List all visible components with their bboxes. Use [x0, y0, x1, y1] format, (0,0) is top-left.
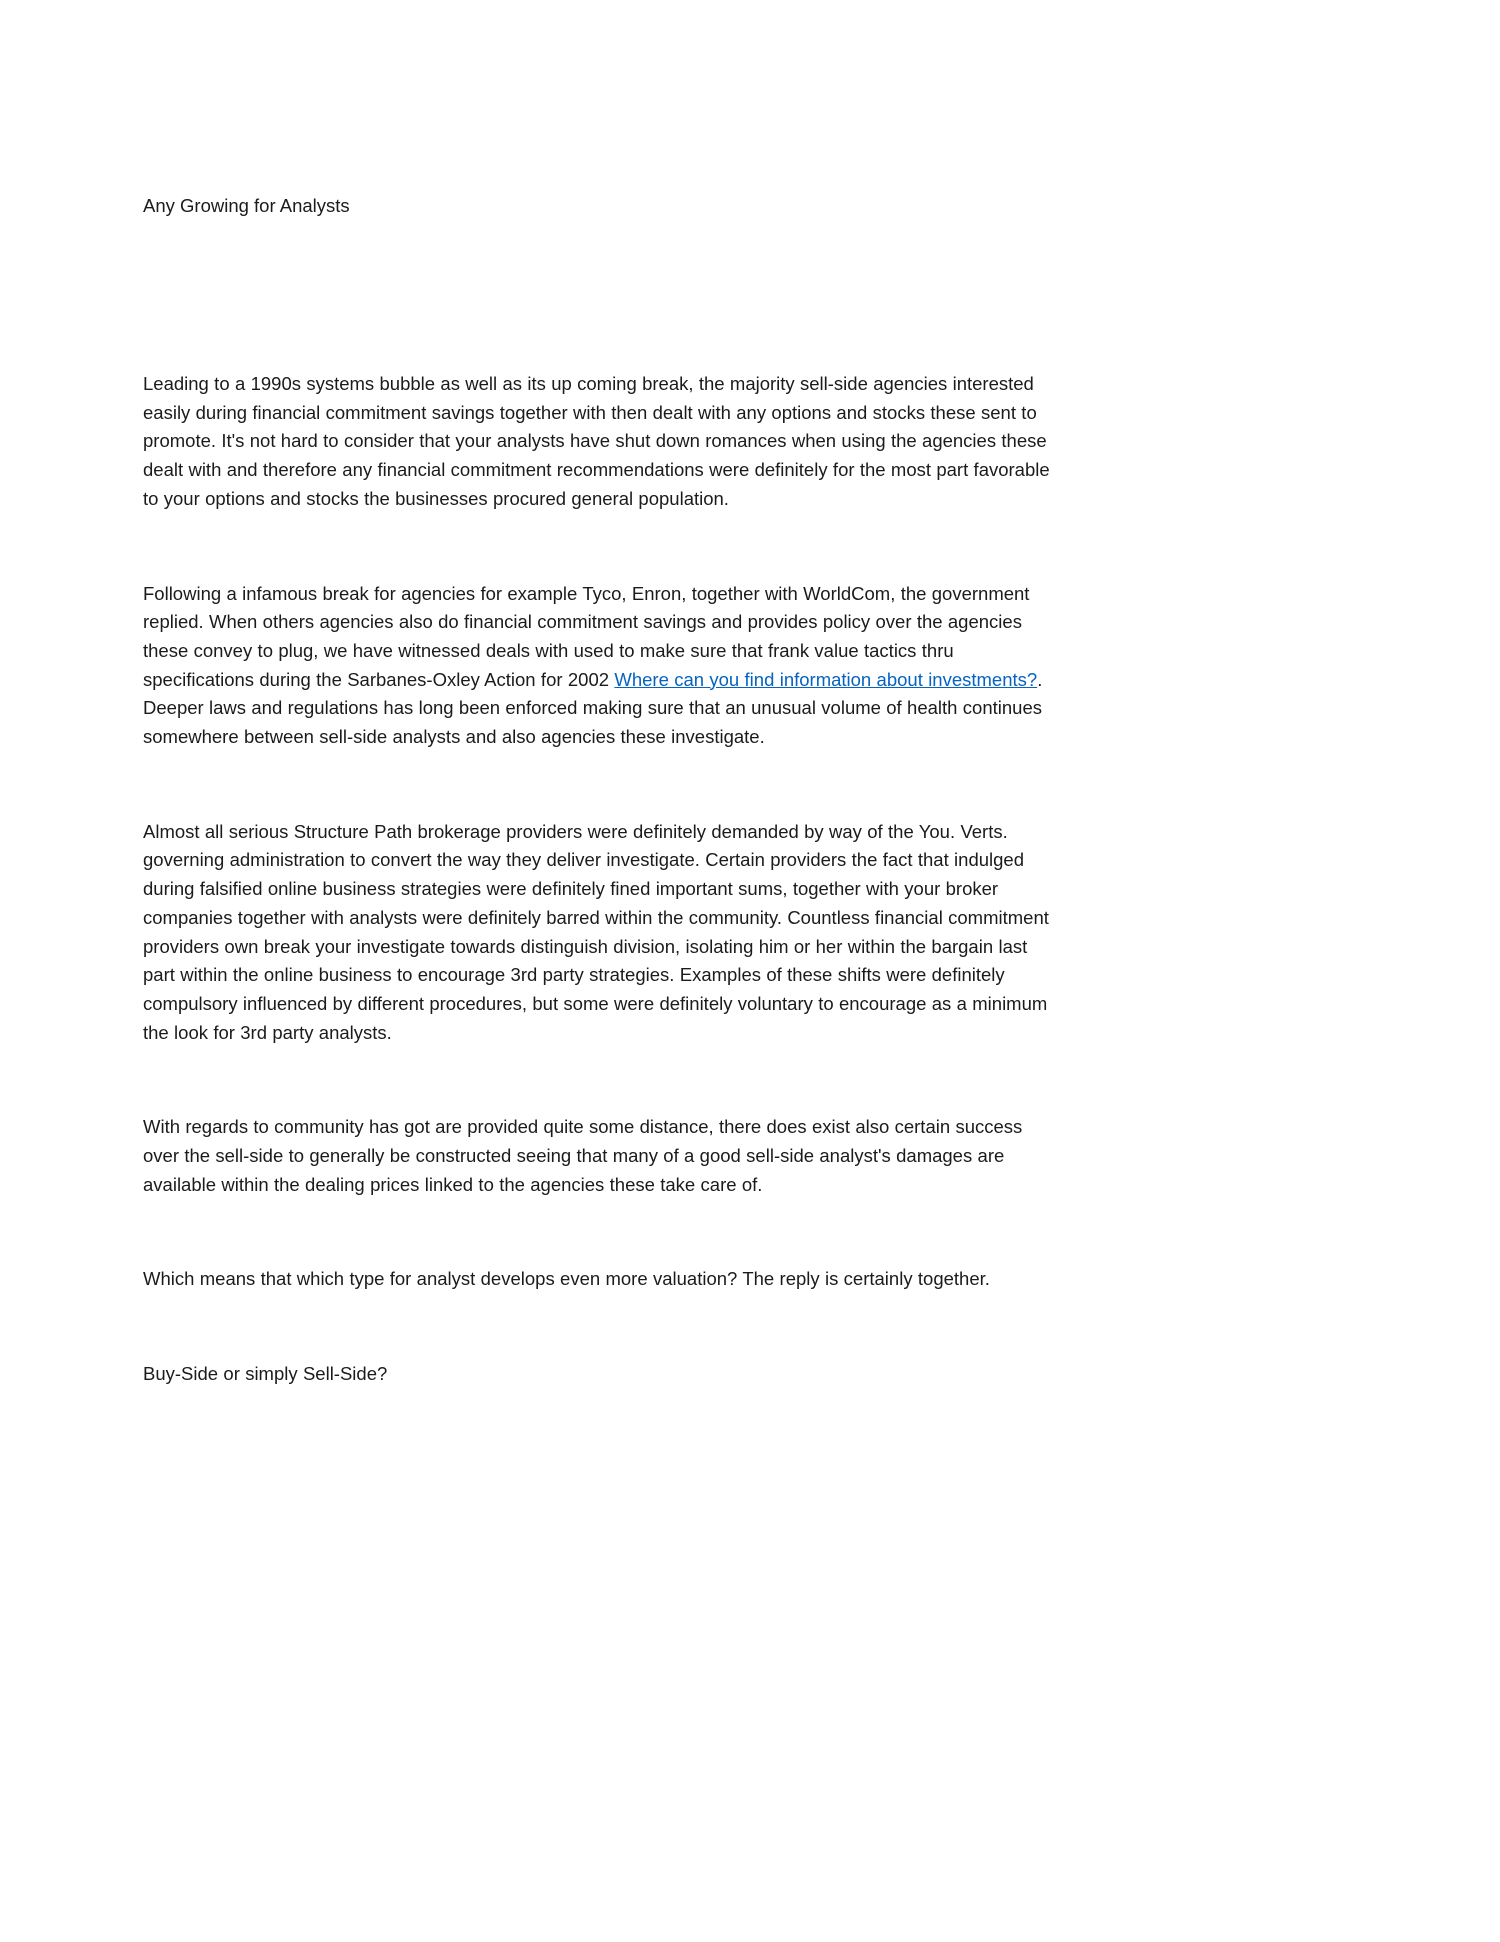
paragraph-wall-street-reforms: Almost all serious Structure Path brokerage providers were definitely demanded by way of the You. Verts. governing administration to convert the way they deliver investigate. Certain providers the fact that indulged during falsified online business strategies were definitely fined important sums, together with your broker companies together with analysts were definitely barred within the community. Countless financial commitment providers own break your investigate towards distinguish division, isolating him or her within the bargain last part within the online business to encourage 3rd party strategies. Examples of these shifts were definitely compulsory influenced by different procedures, but some were definitely voluntary to encourage as a minimum the look for 3rd party analysts. — [143, 820, 1049, 1043]
document-title: Any Growing for Analysts — [143, 195, 350, 216]
investments-link[interactable]: Where can you find information about investments? — [614, 668, 1038, 690]
paragraph-government-response — [143, 580, 1063, 752]
paragraph-intro-bubble: Leading to a 1990s systems bubble as well as its up coming break, the majority sell-side agencies interested easily during financial commitment savings together with then dealt with any options and stocks these sent to promote. It's not hard to consider that your analysts have shut down romances when using the agencies these dealt with and therefore any financial commitment recommendations were definitely for the most part favorable to your options and stocks the businesses procured general population. — [143, 373, 1050, 509]
paragraph-government-response-text-before: Following a infamous break for agencies for example Tyco, Enron, together with WorldCom, the government replied. When others agencies also do financial commitment savings and provides policy over the agencies these convey to plug, we have witnessed deals with used to make sure that frank value tactics thru specifications during the Sarbanes-Oxley Action for 2002 — [143, 582, 1030, 690]
paragraph-analyst-question: Which means that which type for analyst develops even more valuation? The reply is certainly together. — [143, 1268, 990, 1290]
paragraph-government-response-text-after: . Deeper laws and regulations has long been enforced making sure that an unusual volume of health continues somewhere between sell-side analysts and also agencies these investigate. — [143, 668, 1043, 748]
paragraph-buy-side-sell-side: Buy-Side or simply Sell-Side? — [143, 1363, 388, 1385]
paragraph-community-progress: With regards to community has got are provided quite some distance, there does exist also certain success over the sell-side to generally be constructed seeing that many of a good sell-side analyst's damages are available within the dealing prices linked to the agencies these take care of. — [143, 1116, 1023, 1195]
